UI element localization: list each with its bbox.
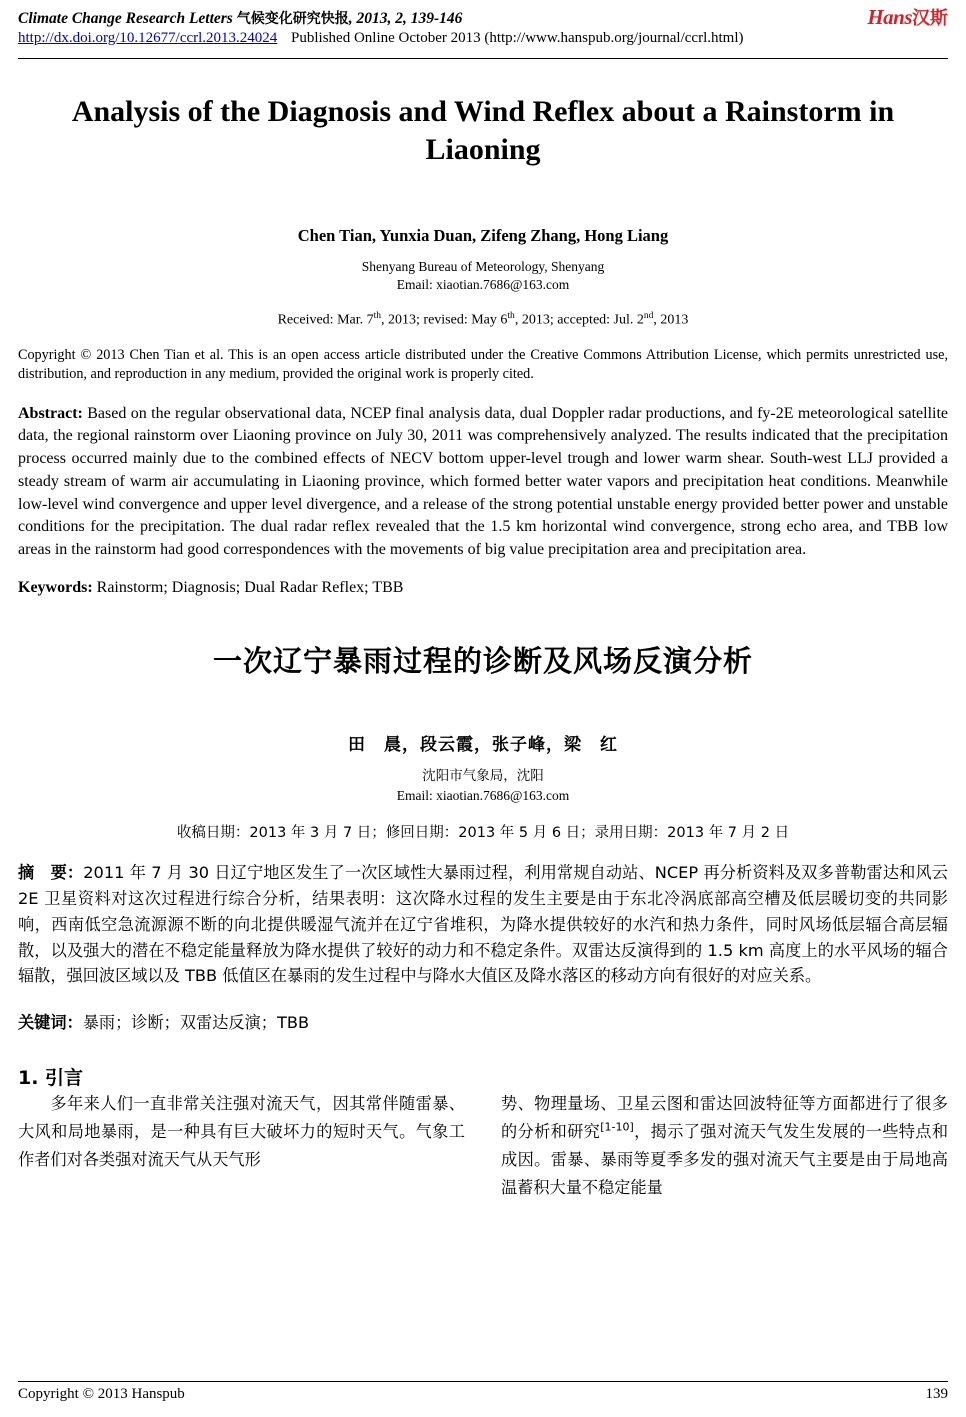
hans-publisher-logo: [867, 4, 948, 30]
page-footer: [18, 1381, 948, 1403]
journal-header: [18, 0, 948, 54]
page-title-cn: 一次辽宁暴雨过程的诊断及风场反演分析: [212, 643, 753, 678]
section-heading-introduction: 1. 引言: [18, 1067, 84, 1090]
affiliation-block: [18, 258, 948, 294]
journal-title-en: Climate Change Research Letters: [18, 10, 233, 27]
doi-line: [18, 30, 948, 47]
author-email-cn: Email: xiaotian.7686@163.com: [396, 788, 570, 804]
license-note: Copyright © 2013 Chen Tian et al. This is an open access article distributed under the Creative Commons Attribution License, which permits unrestricted use, distribution, and reproduction in any medium, provided the original work is properly cited.: [18, 346, 948, 382]
keywords-block: [18, 579, 948, 597]
header-divider: [18, 58, 948, 59]
keywords-text: Rainstorm; Diagnosis; Dual Radar Reflex; TBB: [92, 578, 404, 596]
affiliation-text: Shenyang Bureau of Meteorology, Shenyang: [361, 258, 605, 274]
footer-page-number: 139: [925, 1386, 948, 1402]
body-paragraph-left: 多年来人们一直非常关注强对流天气，因其常伴随雷暴、大风和局地暴雨，是一种具有巨大破坏力的短时天气。气象工作者们对各类强对流天气从天气形: [18, 1094, 465, 1170]
author-email: Email: xiaotian.7686@163.com: [396, 277, 570, 292]
body-column-right: [501, 1090, 948, 1201]
hans-logo-latin: Hans: [867, 5, 912, 29]
received-date-prefix: Received: Mar. 7: [277, 312, 374, 328]
affiliation-block-cn: [18, 767, 948, 806]
keywords-block-cn: [18, 1009, 948, 1033]
accepted-date-ordinal: nd: [643, 311, 654, 322]
revised-date-prefix: , 2013; revised: May 6: [381, 312, 508, 328]
published-online-text: Published Online October 2013 (http://www.hanspub.org/journal/ccrl.html): [291, 30, 744, 46]
keywords-label: Keywords:: [18, 578, 93, 596]
abstract-text-cn: 2011 年 7 月 30 日辽宁地区发生了一次区域性大暴雨过程，利用常规自动站、NCEP 再分析资料及双多普勒雷达和风云 2E 卫星资料对这次过程进行综合分析，结果表明：这次降水过程的发生主要是由于东北冷涡底部高空槽及低层暖切变的共同影响，西南低空急流源源不断的向北提供暖湿气流并在辽宁省堆积，为降水提供较好的水汽和热力条件，同时风场低层辐合高层辐散，以及强大的潜在不稳定能量释放为降水提供了较好的动力和不稳定条件。双雷达反演得到的 1.5 km 高度上的水平风场的辐合辐散，强回波区域以及 TBB 低值区在暴雨的发生过程中与降水大值区及降水落区的移动方向有很好的对应关系。: [18, 862, 948, 986]
body-paragraph-right: 势、物理量场、卫星云图和雷达回波特征等方面都进行了很多的分析和研究[1-10]，揭示了强对流天气发生发展的一些特点和成因。雷暴、暴雨等夏季多发的强对流天气主要是由于局地高温蓄积大量不稳定能量: [501, 1094, 949, 1197]
doi-link[interactable]: http://dx.doi.org/10.12677/ccrl.2013.24024: [18, 30, 278, 46]
received-date-ordinal: th: [373, 311, 382, 322]
abstract-label-cn: 摘 要：: [18, 862, 84, 882]
abstract-block-cn: [18, 860, 948, 990]
reference-marker: [1-10]: [600, 1120, 634, 1134]
accepted-date-year: , 2013: [653, 312, 689, 328]
author-list: Chen Tian, Yunxia Duan, Zifeng Zhang, Hong Liang: [297, 225, 669, 245]
keywords-text-cn: 暴雨；诊断；双雷达反演；TBB: [82, 1013, 310, 1033]
journal-issue-info: , 2013, 2, 139-146: [348, 10, 463, 27]
accepted-date-prefix: , 2013; accepted: Jul. 2: [514, 312, 644, 328]
page-title: Analysis of the Diagnosis and Wind Reflex about a Rainstorm in Liaoning: [71, 95, 895, 167]
affiliation-text-cn: 沈阳市气象局，沈阳: [422, 767, 544, 784]
abstract-text: Based on the regular observational data, NCEP final analysis data, dual Doppler radar productions, and fy-2E meteorological satellite data, the regional rainstorm over Liaoning province on July 30, 2011 was comprehensively analyzed. The results indicated that the precipitation process occurred mainly due to the combined effects of NECV bottom upper-level trough and lower warm shear. South-west LLJ provided a steady stream of warm air accumulating in Liaoning province, which formed better water vapors and precipitation heat conditions. Meanwhile low-level wind convergence and upper level divergence, and a release of the strong potential unstable energy provided better power and unstable conditions for the precipitation. The dual radar reflex revealed that the 1.5 km horizontal wind convergence, strong echo area, and TBB low areas in the rainstorm had good correspondences with the movements of big value precipitation area and precipitation area.: [18, 404, 948, 558]
revised-date-ordinal: th: [507, 311, 515, 322]
author-list-cn: 田 晨，段云霞，张子峰，梁 红: [348, 734, 618, 755]
footer-divider: [18, 1381, 948, 1382]
journal-title-line: [18, 8, 948, 28]
footer-copyright: Copyright © 2013 Hanspub: [18, 1386, 185, 1402]
article-dates-cn: 收稿日期：2013 年 3 月 7 日；修回日期：2013 年 5 月 6 日；录用日期：2013 年 7 月 2 日: [176, 824, 790, 841]
abstract-label: Abstract:: [18, 404, 83, 422]
article-dates: [18, 311, 948, 329]
journal-title-cn: 气候变化研究快报: [236, 11, 349, 27]
abstract-block: [18, 403, 948, 562]
body-column-left: [18, 1090, 465, 1201]
body-columns: [18, 1090, 948, 1201]
hans-logo-cn: 汉斯: [912, 8, 948, 29]
keywords-label-cn: 关键词：: [18, 1013, 83, 1033]
